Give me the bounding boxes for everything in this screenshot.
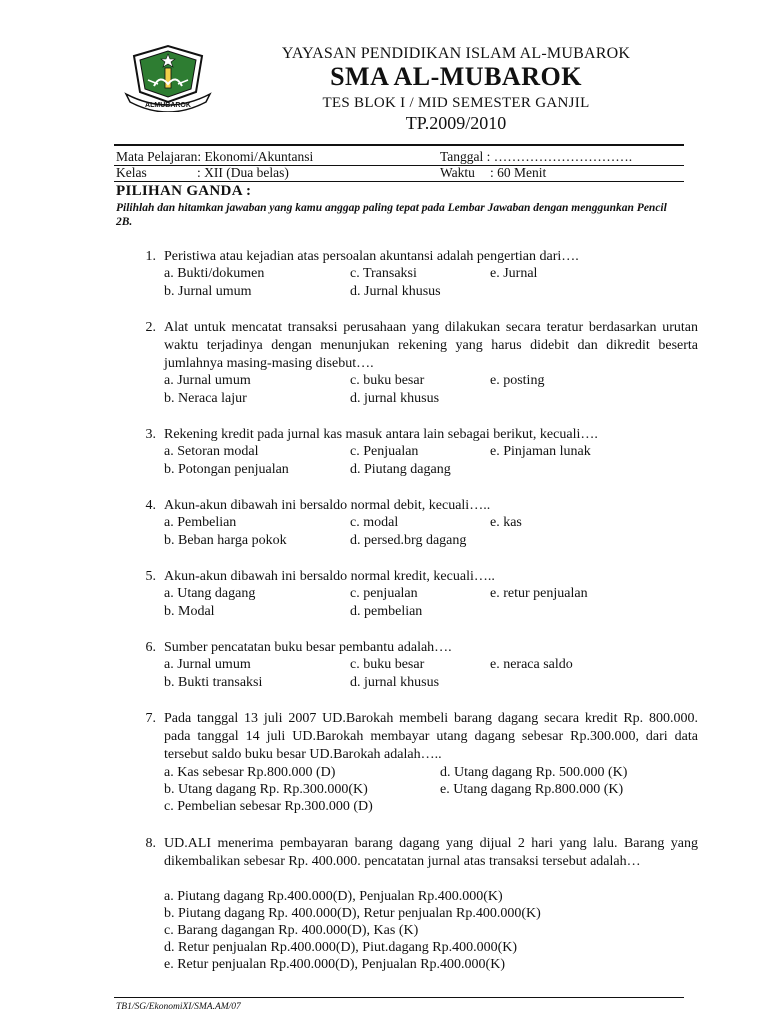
- option-b[interactable]: b. Neraca lajur: [164, 391, 247, 406]
- option-b[interactable]: b. Jurnal umum: [164, 284, 252, 299]
- option-a[interactable]: a. Utang dagang: [164, 586, 256, 601]
- school-year: TP.2009/2010: [405, 113, 507, 133]
- option-e[interactable]: e. neraca saldo: [490, 657, 573, 672]
- footer-divider: [114, 997, 684, 998]
- option-d[interactable]: d. Utang dagang Rp. 500.000 (K): [440, 765, 628, 780]
- question-text: UD.ALI menerima pembayaran barang dagang yang dijual 2 hari yang lalu. Barang yang dikembalikan sebesar Rp. 400.000. pencatatan jurnal atas transaksi tersebut adalah…: [164, 836, 698, 869]
- school-name: SMA AL-MUBAROK: [330, 62, 582, 91]
- option-c[interactable]: c. Pembelian sebesar Rp.300.000 (D): [164, 799, 373, 814]
- option-e[interactable]: e. Pinjaman lunak: [490, 444, 591, 459]
- foundation-name: YAYASAN PENDIDIKAN ISLAM AL-MUBAROK: [281, 45, 631, 62]
- option-b[interactable]: b. Modal: [164, 604, 215, 619]
- exam-title: TES BLOK I / MID SEMESTER GANJIL: [322, 95, 590, 111]
- class-value: : XII (Dua belas): [197, 165, 289, 180]
- option-a[interactable]: a. Bukti/dokumen: [164, 266, 265, 281]
- question-number: 4.: [145, 498, 156, 513]
- option-a[interactable]: a. Jurnal umum: [164, 657, 251, 672]
- option-b[interactable]: b. Utang dagang Rp. Rp.300.000(K): [164, 782, 368, 797]
- option-b[interactable]: b. Potongan penjualan: [164, 462, 289, 477]
- option-c[interactable]: c. Transaksi: [350, 266, 417, 281]
- time-label: Waktu: [440, 165, 475, 180]
- option-e[interactable]: e. Retur penjualan Rp.400.000(D), Penjualan Rp.400.000(K): [164, 957, 505, 972]
- option-d[interactable]: d. pembelian: [350, 604, 423, 619]
- option-c[interactable]: c. buku besar: [350, 657, 425, 672]
- question-number: 1.: [145, 249, 156, 264]
- school-emblem-icon: [124, 40, 212, 112]
- class-label: Kelas: [116, 165, 147, 180]
- logo-ribbon-text: ALMUBAROK: [145, 102, 191, 109]
- option-e[interactable]: e. posting: [490, 373, 545, 388]
- date-field: Tanggal : ………………………….: [440, 149, 633, 164]
- option-a[interactable]: a. Pembelian: [164, 515, 237, 530]
- option-e[interactable]: e. retur penjualan: [490, 586, 588, 601]
- option-d[interactable]: d. persed.brg dagang: [350, 533, 467, 548]
- question-text: Akun-akun dibawah ini bersaldo normal kredit, kecuali…..: [164, 569, 495, 584]
- option-a[interactable]: a. Jurnal umum: [164, 373, 251, 388]
- option-d[interactable]: d. Retur penjualan Rp.400.000(D), Piut.dagang Rp.400.000(K): [164, 940, 518, 955]
- header-divider: [114, 144, 684, 146]
- option-d[interactable]: d. jurnal khusus: [350, 391, 440, 406]
- option-d[interactable]: d. Piutang dagang: [350, 462, 451, 477]
- option-c[interactable]: c. penjualan: [350, 586, 418, 601]
- option-e[interactable]: e. Jurnal: [490, 266, 538, 281]
- question-text: Alat untuk mencatat transaksi perusahaan yang dilakukan secara teratur berdasarkan urutan waktu terjadinya dengan menunjukan rekening yang harus didebit dan dikredit beserta jumlahnya masing-masing disebut….: [164, 320, 698, 371]
- option-a[interactable]: a. Kas sebesar Rp.800.000 (D): [164, 765, 336, 780]
- info-divider-2: [114, 181, 684, 182]
- option-c[interactable]: c. Barang dagangan Rp. 400.000(D), Kas (K): [164, 923, 419, 938]
- option-e[interactable]: e. Utang dagang Rp.800.000 (K): [440, 782, 624, 797]
- option-e[interactable]: e. kas: [490, 515, 522, 530]
- time-value: : 60 Menit: [490, 165, 547, 180]
- option-b[interactable]: b. Piutang dagang Rp. 400.000(D), Retur penjualan Rp.400.000(K): [164, 906, 541, 921]
- question-text: Sumber pencatatan buku besar pembantu adalah….: [164, 640, 452, 655]
- question-number: 2.: [145, 320, 156, 335]
- question-number: 3.: [145, 427, 156, 442]
- option-c[interactable]: c. buku besar: [350, 373, 425, 388]
- question-text: Peristiwa atau kejadian atas persoalan akuntansi adalah pengertian dari….: [164, 249, 579, 264]
- question-text: Rekening kredit pada jurnal kas masuk antara lain sebagai berikut, kecuali….: [164, 427, 598, 442]
- option-a[interactable]: a. Setoran modal: [164, 444, 259, 459]
- option-a[interactable]: a. Piutang dagang Rp.400.000(D), Penjualan Rp.400.000(K): [164, 889, 503, 904]
- question-text: Akun-akun dibawah ini bersaldo normal debit, kecuali…..: [164, 498, 491, 513]
- footer-code: TB1/SG/EkonomiXI/SMA.AM/07: [116, 1002, 241, 1012]
- question-text: Pada tanggal 13 juli 2007 UD.Barokah membeli barang dagang secara kredit Rp. 800.000. pada tanggal 14 juli UD.Barokah membayar utang dagang sebesar Rp.300.000, dari data tersebut saldo buku besar UD.Barokah adalah…..: [164, 711, 698, 762]
- option-b[interactable]: b. Beban harga pokok: [164, 533, 287, 548]
- question-number: 8.: [145, 836, 156, 851]
- option-c[interactable]: c. Penjualan: [350, 444, 419, 459]
- question-number: 5.: [145, 569, 156, 584]
- question-number: 6.: [145, 640, 156, 655]
- question-number: 7.: [145, 711, 156, 726]
- option-c[interactable]: c. modal: [350, 515, 399, 530]
- option-d[interactable]: d. jurnal khusus: [350, 675, 440, 690]
- option-d[interactable]: d. Jurnal khusus: [350, 284, 441, 299]
- section-instruction: Pilihlah dan hitamkan jawaban yang kamu anggap paling tepat pada Lembar Jawaban dengan menggunkan Pencil 2B.: [116, 202, 667, 228]
- subject-label: Mata Pelajaran: Ekonomi/Akuntansi: [116, 149, 314, 164]
- school-logo: [124, 40, 212, 112]
- option-b[interactable]: b. Bukti transaksi: [164, 675, 263, 690]
- section-title: PILIHAN GANDA :: [116, 183, 252, 199]
